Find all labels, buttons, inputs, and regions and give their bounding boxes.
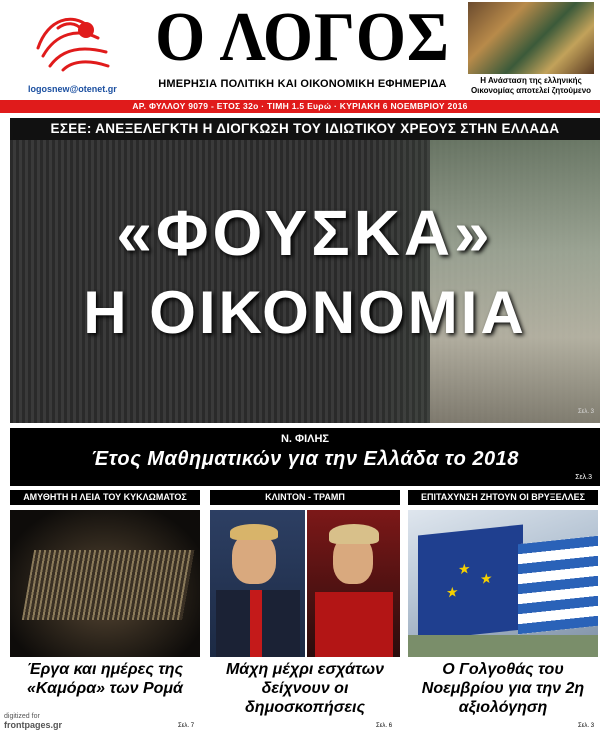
column-1-caption[interactable]: Έργα και ημέρες της «Καμόρα» των Ρομά bbox=[26, 661, 184, 697]
column-2-caption[interactable]: Μάχη μέχρι εσχάτων δείχνουν οι δημοσκοπήσεις bbox=[225, 661, 385, 716]
greek-flag bbox=[518, 536, 598, 634]
hero-headline-line1: «ΦΟΥΣΚΑ» bbox=[116, 197, 494, 269]
watermark-line1: digitized for bbox=[4, 713, 40, 720]
column-3-header: ΕΠΙΤΑΧΥΝΣΗ ΖΗΤΟΥΝ ΟΙ ΒΡΥΞΕΛΛΕΣ bbox=[408, 490, 598, 505]
second-story[interactable] bbox=[10, 428, 600, 486]
column-1-image[interactable] bbox=[10, 510, 200, 657]
hero-kicker: ΕΣΕΕ: ΑΝΕΞΕΛΕΓΚΤΗ Η ΔΙΟΓΚΩΣΗ ΤΟΥ ΙΔΙΩΤΙΚΟΥ ΧΡΕΟΥΣ ΣΤΗΝ ΕΛΛΑΔΑ bbox=[50, 121, 560, 136]
newspaper-title: Ο ΛΟΓΟΣ bbox=[155, 0, 450, 76]
column-1-page-ref: Σελ. 7 bbox=[178, 723, 195, 729]
jewelry-tray bbox=[22, 550, 194, 620]
newspaper-subtitle: ΗΜΕΡΗΣΙΑ ΠΟΛΙΤΙΚΗ ΚΑΙ ΟΙΚΟΝΟΜΙΚΗ ΕΦΗΜΕΡΙΔΑ bbox=[158, 78, 447, 90]
newspaper-logo bbox=[28, 8, 116, 78]
column-2-page-ref: Σελ. 6 bbox=[376, 723, 393, 729]
issue-info-bar: ΑΡ. ΦΥΛΛΟΥ 9079 - ΕΤΟΣ 32ο · ΤΙΜΗ 1.5 Ευρώ · ΚΥΡΙΑΚΗ 6 ΝΟΕΜΒΡΙΟΥ 2016 bbox=[0, 100, 600, 113]
hero-story[interactable] bbox=[10, 118, 600, 423]
teaser-caption: Η Ανάσταση της ελληνικής Οικονομίας αποτελεί ζητούμενο bbox=[470, 76, 592, 95]
hero-headline-line2: Η ΟΙΚΟΝΟΜΙΑ bbox=[83, 279, 527, 346]
second-page-ref: Σελ.3 bbox=[575, 474, 592, 481]
contact-email[interactable]: logosnew@otenet.gr bbox=[28, 84, 117, 94]
column-3-image[interactable] bbox=[408, 510, 598, 657]
column-2-image[interactable] bbox=[210, 510, 400, 657]
teaser-painting-image bbox=[468, 2, 594, 74]
column-1-header: ΑΜΥΘΗΤΗ Η ΛΕΙΑ ΤΟΥ ΚΥΚΛΩΜΑΤΟΣ bbox=[10, 490, 200, 505]
second-title: Έτος Μαθηματικών για την Ελλάδα το 2018 bbox=[91, 448, 519, 470]
column-2-header: ΚΛΙΝΤΟΝ - ΤΡΑΜΠ bbox=[210, 490, 400, 505]
trump-photo bbox=[210, 510, 305, 657]
column-3-page-ref: Σελ. 3 bbox=[578, 723, 595, 729]
eu-flag: ★ ★ ★ bbox=[418, 524, 523, 640]
second-kicker: Ν. ΦΙΛΗΣ bbox=[280, 433, 330, 445]
watermark-line2: frontpages.gr bbox=[4, 720, 63, 730]
source-watermark bbox=[4, 713, 62, 729]
column-3-caption[interactable]: Ο Γολγοθάς του Νοεμβρίου για την 2η αξιολόγηση bbox=[421, 661, 585, 716]
hero-page-ref: Σελ. 3 bbox=[577, 409, 594, 415]
clinton-photo bbox=[307, 510, 400, 657]
